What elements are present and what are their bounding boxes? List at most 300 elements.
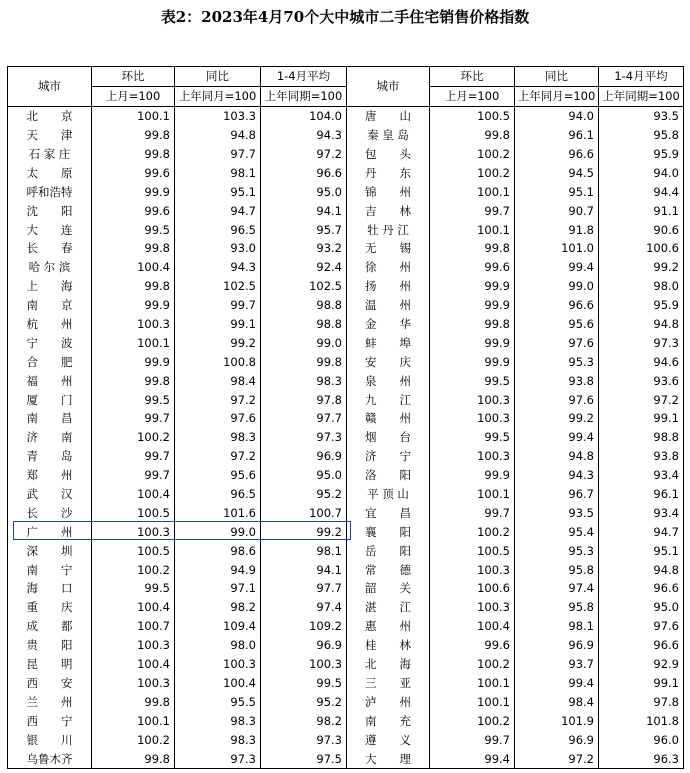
right-city-name: 韶 关 <box>347 579 430 598</box>
right-yoy-value: 96.9 <box>515 730 599 749</box>
right-mom-value: 100.1 <box>430 220 515 239</box>
left-mom-value: 99.8 <box>92 126 175 145</box>
left-city-name: 南 京 <box>8 296 92 315</box>
header-yoy-base-right: 上年同月=100 <box>515 86 599 106</box>
left-mom-value: 100.4 <box>92 598 175 617</box>
right-yoy-value: 101.0 <box>515 239 599 258</box>
table-row <box>8 126 684 145</box>
right-avg-value: 97.2 <box>599 390 684 409</box>
left-mom-value: 99.7 <box>92 466 175 485</box>
left-mom-value: 100.5 <box>92 503 175 522</box>
left-mom-value: 99.5 <box>92 220 175 239</box>
right-mom-value: 99.8 <box>430 126 515 145</box>
left-yoy-value: 99.7 <box>175 296 261 315</box>
table-row <box>8 503 684 522</box>
right-yoy-value: 95.8 <box>515 598 599 617</box>
table-row <box>8 428 684 447</box>
left-mom-value: 99.9 <box>92 352 175 371</box>
table-row <box>8 106 684 125</box>
left-city-name: 福 州 <box>8 371 92 390</box>
right-mom-value: 100.5 <box>430 541 515 560</box>
right-avg-value: 94.8 <box>599 315 684 334</box>
right-city-name: 蚌 埠 <box>347 333 430 352</box>
right-mom-value: 100.4 <box>430 617 515 636</box>
left-mom-value: 99.7 <box>92 447 175 466</box>
left-mom-value: 99.8 <box>92 145 175 164</box>
left-avg-value: 98.8 <box>261 315 347 334</box>
left-yoy-value: 99.1 <box>175 315 261 334</box>
right-city-name: 北 海 <box>347 655 430 674</box>
table-row <box>8 466 684 485</box>
table-row <box>8 201 684 220</box>
right-yoy-value: 93.8 <box>515 371 599 390</box>
right-mom-value: 99.9 <box>430 352 515 371</box>
header-yoy-base-left: 上年同月=100 <box>175 86 261 106</box>
left-city-name: 杭 州 <box>8 315 92 334</box>
right-yoy-value: 95.8 <box>515 560 599 579</box>
right-avg-value: 98.8 <box>599 428 684 447</box>
left-avg-value: 97.8 <box>261 390 347 409</box>
right-avg-value: 96.0 <box>599 730 684 749</box>
right-avg-value: 94.6 <box>599 352 684 371</box>
left-city-name: 宁 波 <box>8 333 92 352</box>
right-avg-value: 99.1 <box>599 674 684 693</box>
right-yoy-value: 93.7 <box>515 655 599 674</box>
table-row <box>8 617 684 636</box>
left-avg-value: 96.9 <box>261 636 347 655</box>
right-mom-value: 99.4 <box>430 749 515 768</box>
right-avg-value: 97.8 <box>599 692 684 711</box>
right-avg-value: 95.1 <box>599 541 684 560</box>
header-mom-base-left: 上月=100 <box>92 86 175 106</box>
left-yoy-value: 100.4 <box>175 674 261 693</box>
table-row <box>8 163 684 182</box>
left-yoy-value: 98.2 <box>175 598 261 617</box>
left-mom-value: 100.3 <box>92 636 175 655</box>
table-row <box>8 655 684 674</box>
table-row <box>8 239 684 258</box>
right-city-name: 平 顶 山 <box>347 485 430 504</box>
left-city-name: 深 圳 <box>8 541 92 560</box>
right-yoy-value: 97.6 <box>515 333 599 352</box>
right-city-name: 湛 江 <box>347 598 430 617</box>
right-avg-value: 93.6 <box>599 371 684 390</box>
right-yoy-value: 99.4 <box>515 428 599 447</box>
table-row <box>8 371 684 390</box>
right-city-name: 济 宁 <box>347 447 430 466</box>
left-avg-value: 93.2 <box>261 239 347 258</box>
right-mom-value: 99.7 <box>430 201 515 220</box>
right-city-name: 襄 阳 <box>347 522 430 541</box>
right-city-name: 桂 林 <box>347 636 430 655</box>
right-avg-value: 93.4 <box>599 466 684 485</box>
right-mom-value: 100.3 <box>430 598 515 617</box>
left-city-name: 乌鲁木齐 <box>8 749 92 768</box>
right-yoy-value: 94.8 <box>515 447 599 466</box>
right-avg-value: 97.3 <box>599 333 684 352</box>
right-city-name: 宜 昌 <box>347 503 430 522</box>
right-yoy-value: 98.4 <box>515 692 599 711</box>
left-city-name: 大 连 <box>8 220 92 239</box>
table-row <box>8 258 684 277</box>
left-city-name: 广 州 <box>8 522 92 541</box>
right-avg-value: 94.4 <box>599 182 684 201</box>
left-avg-value: 109.2 <box>261 617 347 636</box>
table-title: 表2：2023年4月70个大中城市二手住宅销售价格指数 <box>160 8 530 26</box>
left-yoy-value: 97.2 <box>175 390 261 409</box>
left-yoy-value: 99.2 <box>175 333 261 352</box>
left-mom-value: 99.8 <box>92 749 175 768</box>
right-yoy-value: 98.1 <box>515 617 599 636</box>
right-avg-value: 92.9 <box>599 655 684 674</box>
right-avg-value: 95.0 <box>599 598 684 617</box>
left-yoy-value: 96.5 <box>175 485 261 504</box>
right-avg-value: 93.5 <box>599 106 684 125</box>
right-city-name: 金 华 <box>347 315 430 334</box>
left-yoy-value: 97.6 <box>175 409 261 428</box>
left-mom-value: 99.6 <box>92 163 175 182</box>
header-yoy-right: 同比 <box>515 67 599 87</box>
right-yoy-value: 95.6 <box>515 315 599 334</box>
right-avg-value: 94.8 <box>599 560 684 579</box>
left-avg-value: 94.1 <box>261 560 347 579</box>
right-city-name: 岳 阳 <box>347 541 430 560</box>
right-yoy-value: 94.0 <box>515 106 599 125</box>
left-city-name: 呼和浩特 <box>8 182 92 201</box>
right-city-name: 遵 义 <box>347 730 430 749</box>
left-city-name: 银 川 <box>8 730 92 749</box>
right-city-name: 洛 阳 <box>347 466 430 485</box>
right-mom-value: 99.8 <box>430 315 515 334</box>
left-mom-value: 100.1 <box>92 711 175 730</box>
left-yoy-value: 96.5 <box>175 220 261 239</box>
left-mom-value: 99.8 <box>92 239 175 258</box>
right-city-name: 秦 皇 岛 <box>347 126 430 145</box>
left-city-name: 海 口 <box>8 579 92 598</box>
left-avg-value: 97.5 <box>261 749 347 768</box>
right-avg-value: 91.1 <box>599 201 684 220</box>
right-mom-value: 100.1 <box>430 485 515 504</box>
right-city-name: 泉 州 <box>347 371 430 390</box>
header-avg-left: 1-4月平均 <box>261 67 347 87</box>
right-mom-value: 100.6 <box>430 579 515 598</box>
right-city-name: 惠 州 <box>347 617 430 636</box>
left-yoy-value: 98.1 <box>175 163 261 182</box>
left-yoy-value: 95.6 <box>175 466 261 485</box>
table-row <box>8 711 684 730</box>
table-row <box>8 692 684 711</box>
right-mom-value: 100.3 <box>430 409 515 428</box>
right-yoy-value: 97.6 <box>515 390 599 409</box>
left-city-name: 厦 门 <box>8 390 92 409</box>
left-yoy-value: 97.3 <box>175 749 261 768</box>
right-yoy-value: 97.4 <box>515 579 599 598</box>
header-avg-right: 1-4月平均 <box>599 67 684 87</box>
left-city-name: 西 安 <box>8 674 92 693</box>
right-city-name: 安 庆 <box>347 352 430 371</box>
table-row <box>8 333 684 352</box>
right-mom-value: 100.1 <box>430 182 515 201</box>
right-city-name: 赣 州 <box>347 409 430 428</box>
right-mom-value: 100.2 <box>430 655 515 674</box>
right-yoy-value: 99.2 <box>515 409 599 428</box>
left-mom-value: 100.3 <box>92 522 175 541</box>
left-yoy-value: 95.1 <box>175 182 261 201</box>
price-index-table-container <box>7 66 683 769</box>
right-city-name: 烟 台 <box>347 428 430 447</box>
table-row <box>8 749 684 768</box>
left-city-name: 昆 明 <box>8 655 92 674</box>
right-avg-value: 98.0 <box>599 277 684 296</box>
left-avg-value: 97.7 <box>261 579 347 598</box>
left-yoy-value: 101.6 <box>175 503 261 522</box>
left-avg-value: 95.0 <box>261 182 347 201</box>
left-city-name: 南 宁 <box>8 560 92 579</box>
left-mom-value: 99.8 <box>92 371 175 390</box>
price-index-table <box>7 66 684 769</box>
table-row <box>8 485 684 504</box>
table-row <box>8 145 684 164</box>
right-city-name: 泸 州 <box>347 692 430 711</box>
left-mom-value: 99.9 <box>92 182 175 201</box>
right-city-name: 丹 东 <box>347 163 430 182</box>
table-header <box>8 67 684 107</box>
right-yoy-value: 101.9 <box>515 711 599 730</box>
left-mom-value: 100.1 <box>92 106 175 125</box>
right-mom-value: 100.5 <box>430 106 515 125</box>
header-avg-base-right: 上年同期=100 <box>599 86 684 106</box>
left-avg-value: 97.2 <box>261 145 347 164</box>
left-city-name: 成 都 <box>8 617 92 636</box>
left-avg-value: 97.4 <box>261 598 347 617</box>
right-avg-value: 101.8 <box>599 711 684 730</box>
left-yoy-value: 95.5 <box>175 692 261 711</box>
right-mom-value: 99.5 <box>430 428 515 447</box>
right-city-name: 温 州 <box>347 296 430 315</box>
right-city-name: 三 亚 <box>347 674 430 693</box>
left-avg-value: 97.7 <box>261 409 347 428</box>
left-avg-value: 95.2 <box>261 485 347 504</box>
right-city-name: 常 德 <box>347 560 430 579</box>
left-yoy-value: 109.4 <box>175 617 261 636</box>
left-city-name: 南 昌 <box>8 409 92 428</box>
left-avg-value: 99.5 <box>261 674 347 693</box>
right-avg-value: 95.9 <box>599 145 684 164</box>
left-yoy-value: 94.8 <box>175 126 261 145</box>
right-avg-value: 96.6 <box>599 579 684 598</box>
header-mom-left: 环比 <box>92 67 175 87</box>
table-row <box>8 182 684 201</box>
left-yoy-value: 97.1 <box>175 579 261 598</box>
left-city-name: 天 津 <box>8 126 92 145</box>
right-avg-value: 95.9 <box>599 296 684 315</box>
right-yoy-value: 96.6 <box>515 296 599 315</box>
right-mom-value: 99.7 <box>430 503 515 522</box>
right-avg-value: 97.6 <box>599 617 684 636</box>
right-mom-value: 99.9 <box>430 277 515 296</box>
left-city-name: 西 宁 <box>8 711 92 730</box>
left-avg-value: 96.9 <box>261 447 347 466</box>
right-city-name: 包 头 <box>347 145 430 164</box>
right-yoy-value: 97.2 <box>515 749 599 768</box>
left-yoy-value: 98.3 <box>175 730 261 749</box>
right-mom-value: 100.2 <box>430 163 515 182</box>
right-mom-value: 100.1 <box>430 692 515 711</box>
left-yoy-value: 103.3 <box>175 106 261 125</box>
left-mom-value: 100.3 <box>92 674 175 693</box>
left-avg-value: 95.7 <box>261 220 347 239</box>
right-avg-value: 100.6 <box>599 239 684 258</box>
table-row <box>8 390 684 409</box>
right-avg-value: 96.3 <box>599 749 684 768</box>
right-yoy-value: 90.7 <box>515 201 599 220</box>
header-city-right: 城市 <box>347 67 430 107</box>
left-mom-value: 100.1 <box>92 333 175 352</box>
header-yoy-left: 同比 <box>175 67 261 87</box>
left-city-name: 武 汉 <box>8 485 92 504</box>
left-yoy-value: 97.7 <box>175 145 261 164</box>
right-city-name: 九 江 <box>347 390 430 409</box>
left-yoy-value: 98.0 <box>175 636 261 655</box>
left-city-name: 北 京 <box>8 106 92 125</box>
left-yoy-value: 94.9 <box>175 560 261 579</box>
header-mom-right: 环比 <box>430 67 515 87</box>
left-city-name: 贵 阳 <box>8 636 92 655</box>
left-yoy-value: 98.3 <box>175 428 261 447</box>
right-yoy-value: 94.5 <box>515 163 599 182</box>
right-yoy-value: 95.3 <box>515 352 599 371</box>
right-avg-value: 96.1 <box>599 485 684 504</box>
right-city-name: 无 锡 <box>347 239 430 258</box>
right-yoy-value: 96.7 <box>515 485 599 504</box>
left-city-name: 兰 州 <box>8 692 92 711</box>
left-yoy-value: 94.3 <box>175 258 261 277</box>
table-row <box>8 730 684 749</box>
left-avg-value: 100.7 <box>261 503 347 522</box>
left-yoy-value: 98.3 <box>175 711 261 730</box>
right-yoy-value: 93.5 <box>515 503 599 522</box>
right-mom-value: 100.3 <box>430 390 515 409</box>
right-yoy-value: 96.1 <box>515 126 599 145</box>
right-yoy-value: 94.3 <box>515 466 599 485</box>
left-city-name: 太 原 <box>8 163 92 182</box>
left-avg-value: 100.3 <box>261 655 347 674</box>
right-yoy-value: 99.4 <box>515 258 599 277</box>
table-body <box>8 106 684 768</box>
right-avg-value: 94.0 <box>599 163 684 182</box>
left-yoy-value: 100.8 <box>175 352 261 371</box>
header-avg-base-left: 上年同期=100 <box>261 86 347 106</box>
table-row <box>8 522 684 541</box>
left-city-name: 青 岛 <box>8 447 92 466</box>
right-city-name: 唐 山 <box>347 106 430 125</box>
left-mom-value: 99.7 <box>92 409 175 428</box>
left-avg-value: 98.3 <box>261 371 347 390</box>
right-avg-value: 93.4 <box>599 503 684 522</box>
right-avg-value: 95.8 <box>599 126 684 145</box>
right-mom-value: 100.2 <box>430 522 515 541</box>
left-mom-value: 100.3 <box>92 315 175 334</box>
right-yoy-value: 96.9 <box>515 636 599 655</box>
left-mom-value: 100.4 <box>92 655 175 674</box>
right-yoy-value: 91.8 <box>515 220 599 239</box>
right-avg-value: 99.2 <box>599 258 684 277</box>
right-avg-value: 93.8 <box>599 447 684 466</box>
table-row <box>8 447 684 466</box>
table-row <box>8 598 684 617</box>
left-mom-value: 100.5 <box>92 541 175 560</box>
left-avg-value: 99.0 <box>261 333 347 352</box>
right-avg-value: 99.1 <box>599 409 684 428</box>
header-city-left: 城市 <box>8 67 92 107</box>
left-yoy-value: 100.3 <box>175 655 261 674</box>
right-city-name: 牡 丹 江 <box>347 220 430 239</box>
right-mom-value: 100.2 <box>430 711 515 730</box>
left-yoy-value: 93.0 <box>175 239 261 258</box>
right-mom-value: 100.3 <box>430 447 515 466</box>
left-yoy-value: 98.6 <box>175 541 261 560</box>
left-avg-value: 92.4 <box>261 258 347 277</box>
right-mom-value: 99.9 <box>430 333 515 352</box>
left-yoy-value: 98.4 <box>175 371 261 390</box>
table-row <box>8 277 684 296</box>
left-avg-value: 97.3 <box>261 428 347 447</box>
table-row <box>8 674 684 693</box>
left-city-name: 石 家 庄 <box>8 145 92 164</box>
left-yoy-value: 97.2 <box>175 447 261 466</box>
left-mom-value: 99.8 <box>92 692 175 711</box>
right-mom-value: 99.6 <box>430 636 515 655</box>
right-city-name: 大 理 <box>347 749 430 768</box>
right-mom-value: 99.7 <box>430 730 515 749</box>
left-avg-value: 94.1 <box>261 201 347 220</box>
table-row <box>8 541 684 560</box>
left-avg-value: 102.5 <box>261 277 347 296</box>
left-mom-value: 99.6 <box>92 201 175 220</box>
right-yoy-value: 95.4 <box>515 522 599 541</box>
right-yoy-value: 95.1 <box>515 182 599 201</box>
left-yoy-value: 99.0 <box>175 522 261 541</box>
left-avg-value: 97.3 <box>261 730 347 749</box>
right-city-name: 徐 州 <box>347 258 430 277</box>
table-row <box>8 636 684 655</box>
right-mom-value: 100.2 <box>430 145 515 164</box>
right-mom-value: 99.5 <box>430 371 515 390</box>
table-row <box>8 560 684 579</box>
right-mom-value: 99.9 <box>430 296 515 315</box>
right-yoy-value: 99.0 <box>515 277 599 296</box>
left-avg-value: 98.2 <box>261 711 347 730</box>
left-city-name: 长 春 <box>8 239 92 258</box>
left-avg-value: 98.1 <box>261 541 347 560</box>
table-row <box>8 315 684 334</box>
left-city-name: 上 海 <box>8 277 92 296</box>
left-avg-value: 95.0 <box>261 466 347 485</box>
right-yoy-value: 96.6 <box>515 145 599 164</box>
table-row <box>8 409 684 428</box>
right-city-name: 扬 州 <box>347 277 430 296</box>
left-avg-value: 99.8 <box>261 352 347 371</box>
left-avg-value: 98.8 <box>261 296 347 315</box>
left-mom-value: 99.9 <box>92 296 175 315</box>
left-yoy-value: 102.5 <box>175 277 261 296</box>
right-mom-value: 100.1 <box>430 674 515 693</box>
right-mom-value: 99.6 <box>430 258 515 277</box>
left-city-name: 济 南 <box>8 428 92 447</box>
left-city-name: 郑 州 <box>8 466 92 485</box>
right-mom-value: 99.9 <box>430 466 515 485</box>
left-mom-value: 100.4 <box>92 258 175 277</box>
